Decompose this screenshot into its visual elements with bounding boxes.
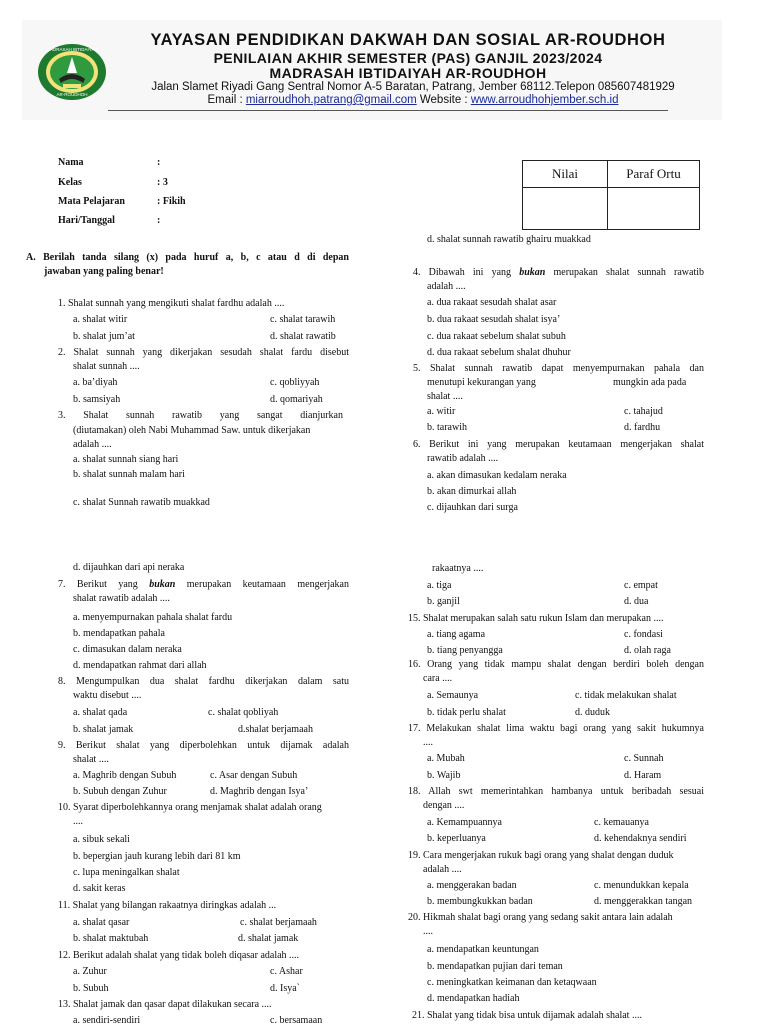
subject-label: Mata Pelajaran	[58, 196, 125, 207]
q8-option-d[interactable]: d.shalat berjamaah	[238, 724, 313, 735]
q8-option-a[interactable]: a. shalat qada	[73, 707, 128, 718]
svg-text:AR-ROUDHOH: AR-ROUDHOH	[56, 92, 88, 97]
q10-option-c[interactable]: c. lupa meningalkan shalat	[73, 867, 180, 878]
q18-option-c[interactable]: c. kemauanya	[594, 817, 649, 828]
q14-option-c[interactable]: c. empat	[624, 580, 658, 591]
q17-text: 17. Melakukan shalat lima waktu bagi orang yang sakit hukumnya	[408, 723, 704, 734]
q3-text: 3. Shalat sunnah rawatib yang sangat dianjurkan	[58, 410, 343, 421]
q15-option-d[interactable]: d. olah raga	[624, 645, 671, 656]
section-a-instruction-2: jawaban yang paling benar!	[44, 266, 164, 277]
q3-option-c[interactable]: c. shalat Sunnah rawatib muakkad	[73, 497, 210, 508]
q2-option-b[interactable]: b. samsiyah	[73, 394, 121, 405]
name-label: Nama	[58, 157, 84, 168]
q7-text-emphasis: bukan	[149, 579, 176, 590]
q17-text-2: ....	[423, 737, 433, 748]
website-label: Website :	[416, 94, 471, 106]
q12-text: 12. Berikut adalah shalat yang tidak boleh diqasar adalah ....	[58, 950, 300, 961]
q13-text: 13. Shalat jamak dan qasar dapat dilakukan secara ....	[58, 999, 272, 1010]
school-name: MADRASAH IBTIDAIYAH AR-ROUDHOH	[269, 65, 547, 81]
q16-option-d[interactable]: d. duduk	[575, 707, 610, 718]
class-field[interactable]: : 3	[157, 177, 168, 188]
svg-text:MADRASAH IBTIDAIYAH: MADRASAH IBTIDAIYAH	[46, 47, 98, 52]
q19-option-c[interactable]: c. menundukkan kepala	[594, 880, 689, 891]
q2-option-d[interactable]: d. qomariyah	[270, 394, 323, 405]
section-a-instruction: A. Berilah tanda silang (x) pada huruf a, b, c atau d di depan	[26, 252, 349, 263]
q19-option-b[interactable]: b. membungkukkan badan	[427, 896, 533, 907]
contact-line	[118, 94, 708, 106]
score-header: Nilai	[523, 161, 608, 188]
q5-text: 5. Shalat sunnah rawatib dapat menyempurnakan pahala dan	[413, 363, 704, 374]
q4-text	[413, 267, 704, 279]
q11-option-a[interactable]: a. shalat qasar	[73, 917, 130, 928]
q5-text-2b: mungkin ada pada	[613, 377, 687, 388]
q19-text: 19. Cara mengerjakan rukuk bagi orang yang shalat dengan duduk	[408, 850, 674, 861]
q17-option-d[interactable]: d. Haram	[624, 770, 662, 781]
q1-option-c[interactable]: c. shalat tarawih	[270, 314, 336, 325]
q11-option-d[interactable]: d. shalat jamak	[238, 933, 299, 944]
exam-title: PENILAIAN AKHIR SEMESTER (PAS) GANJIL 2023/2024	[213, 50, 603, 66]
score-table	[522, 160, 700, 230]
q2-text-2: shalat sunnah ....	[73, 361, 140, 372]
q4-text-post: merupakan shalat sunnah rawatib	[545, 267, 704, 278]
q6-option-c[interactable]: c. dijauhkan dari surga	[427, 502, 518, 513]
q15-option-a[interactable]: a. tiang agama	[427, 629, 486, 640]
q3-text-3: adalah ....	[73, 439, 112, 450]
school-address: Jalan Slamet Riyadi Gang Sentral Nomor A-5 Baratan, Patrang, Jember 68112.Telepon 085607481929	[151, 81, 675, 93]
date-label: Hari/Tanggal	[58, 215, 115, 226]
class-label: Kelas	[58, 177, 82, 188]
q1-text: 1. Shalat sunnah yang mengikuti shalat fardhu adalah ....	[58, 298, 285, 309]
q4-text-pre: 4. Dibawah ini yang	[413, 267, 520, 278]
q3-text-2: (diutamakan) oleh Nabi Muhammad Saw. untuk dikerjakan	[73, 425, 311, 436]
q4-option-d[interactable]: d. dua rakaat sebelum shalat dhuhur	[427, 347, 571, 358]
q14-option-b[interactable]: b. ganjil	[427, 596, 460, 607]
q20-text: 20. Hikmah shalat bagi orang yang sedang sakit antara lain adalah	[408, 912, 673, 923]
email-label: Email :	[207, 94, 246, 106]
q8-option-b[interactable]: b. shalat jamak	[73, 724, 134, 735]
q12-option-a[interactable]: a. Zuhur	[73, 966, 107, 977]
q19-option-d[interactable]: d. menggerakkan tangan	[594, 896, 693, 907]
q6-option-d[interactable]: d. dijauhkan dari api neraka	[73, 562, 185, 573]
website-link[interactable]: www.arroudhohjember.sch.id	[470, 94, 619, 106]
q4-text-2: adalah ....	[427, 281, 466, 292]
q16-text-2: cara ....	[423, 673, 453, 684]
q16-text: 16. Orang yang tidak mampu shalat dengan berdiri boleh dengan	[408, 659, 704, 670]
q5-option-d[interactable]: d. fardhu	[624, 422, 661, 433]
q6-text: 6. Berikut ini yang merupakan keutamaan mengerjakan shalat	[413, 439, 704, 450]
q17-option-b[interactable]: b. Wajib	[427, 770, 461, 781]
q11-text: 11. Shalat yang bilangan rakaatnya diringkas adalah ...	[58, 900, 277, 911]
q3-option-b[interactable]: b. shalat sunnah malam hari	[73, 469, 185, 480]
q7-text-pre: 7. Berikut yang	[58, 579, 150, 590]
q12-option-d[interactable]: d. Isya`	[270, 983, 300, 994]
q6-text-2: rawatib adalah ....	[427, 453, 499, 464]
q10-text-2: ....	[73, 816, 83, 827]
q18-option-b[interactable]: b. keperluanya	[427, 833, 486, 844]
q2-option-c[interactable]: c. qobliyyah	[270, 377, 320, 388]
q8-text-2: waktu disebut ....	[73, 690, 142, 701]
q8-text: 8. Mengumpulkan dua shalat fardhu dikerjakan dalam satu	[58, 676, 349, 687]
q7-option-b[interactable]: b. mendapatkan pahala	[73, 628, 165, 639]
q20-option-d[interactable]: d. mendapatkan hadiah	[427, 993, 520, 1004]
q2-text: 2. Shalat sunnah yang dikerjakan sesudah shalat fardu disebut	[58, 347, 349, 358]
q16-option-b[interactable]: b. tidak perlu shalat	[427, 707, 506, 718]
parent-sign-cell[interactable]	[608, 188, 700, 230]
q11-option-b[interactable]: b. shalat maktubah	[73, 933, 149, 944]
email-link[interactable]: miarroudhoh.patrang@gmail.com	[245, 94, 417, 106]
parent-sign-header: Paraf Ortu	[608, 161, 700, 188]
date-field[interactable]: :	[157, 215, 161, 226]
q18-option-d[interactable]: d. kehendaknya sendiri	[594, 833, 687, 844]
q17-option-a[interactable]: a. Mubah	[427, 753, 465, 764]
score-cell[interactable]	[523, 188, 608, 230]
q3-option-d[interactable]: d. shalat sunnah rawatib ghairu muakkad	[427, 234, 591, 245]
q20-option-b[interactable]: b. mendapatkan pujian dari teman	[427, 961, 563, 972]
q13-option-a[interactable]: a. sendiri-sendiri	[73, 1015, 141, 1026]
q9-option-b[interactable]: b. Subuh dengan Zuhur	[73, 786, 167, 797]
subject-field[interactable]: : Fikih	[157, 196, 186, 207]
school-logo-icon	[37, 43, 107, 101]
name-field[interactable]: :	[157, 157, 161, 168]
q14-option-a[interactable]: a. tiga	[427, 580, 452, 591]
header-divider	[108, 110, 668, 111]
q6-option-a[interactable]: a. akan dimasukan kedalam neraka	[427, 470, 567, 481]
q8-option-c[interactable]: c. shalat qobliyah	[208, 707, 279, 718]
q2-option-a[interactable]: a. ba’diyah	[73, 377, 118, 388]
q9-text-2: shalat ....	[73, 754, 109, 765]
q5-option-b[interactable]: b. tarawih	[427, 422, 467, 433]
q19-text-2: adalah ....	[423, 864, 462, 875]
q16-option-c[interactable]: c. tidak melakukan shalat	[575, 690, 677, 701]
q5-option-a[interactable]: a. witir	[427, 406, 456, 417]
q3-option-a[interactable]: a. shalat sunnah siang hari	[73, 454, 179, 465]
q20-option-a[interactable]: a. mendapatkan keuntungan	[427, 944, 539, 955]
q9-text: 9. Berikut shalat yang diperbolehkan untuk dijamak adalah	[58, 740, 349, 751]
q20-text-2: ....	[423, 926, 433, 937]
q4-option-c[interactable]: c. dua rakaat sebelum shalat subuh	[427, 331, 566, 342]
q14-option-d[interactable]: d. dua	[624, 596, 649, 607]
q5-option-c[interactable]: c. tahajud	[624, 406, 663, 417]
q1-option-a[interactable]: a. shalat witir	[73, 314, 128, 325]
q4-option-a[interactable]: a. dua rakaat sesudah shalat asar	[427, 297, 557, 308]
q11-option-c[interactable]: c. shalat berjamaah	[240, 917, 317, 928]
q7-text-2: shalat rawatib adalah ....	[73, 593, 170, 604]
q12-option-b[interactable]: b. Subuh	[73, 983, 109, 994]
q6-option-b[interactable]: b. akan dimurkai allah	[427, 486, 517, 497]
q7-text	[58, 579, 349, 591]
q7-option-d[interactable]: d. mendapatkan rahmat dari allah	[73, 660, 207, 671]
q1-option-d[interactable]: d. shalat rawatib	[270, 331, 336, 342]
q12-option-c[interactable]: c. Ashar	[270, 966, 303, 977]
q7-text-post: merupakan keutamaan mengerjakan	[175, 579, 350, 590]
q10-text: 10. Syarat diperbolehkannya orang menjamak shalat adalah orang	[58, 802, 322, 813]
q15-option-c[interactable]: c. fondasi	[624, 629, 663, 640]
q1-option-b[interactable]: b. shalat jum’at	[73, 331, 135, 342]
q10-option-b[interactable]: b. bepergian jauh kurang lebih dari 81 km	[73, 851, 241, 862]
q15-text: 15. Shalat merupakan salah satu rukun Islam dan merupakan ....	[408, 613, 664, 624]
q7-option-a[interactable]: a. menyempurnakan pahala shalat fardu	[73, 612, 233, 623]
q5-text-2a: menutupi kekurangan yang	[427, 377, 536, 388]
q21-text: 21. Shalat yang tidak bisa untuk dijamak adalah shalat ....	[412, 1010, 642, 1021]
q14-text-2: rakaatnya ....	[432, 563, 484, 574]
q15-option-b[interactable]: b. tiang penyangga	[427, 645, 503, 656]
foundation-name: YAYASAN PENDIDIKAN DAKWAH DAN SOSIAL AR-ROUDHOH	[150, 31, 666, 49]
q13-option-c[interactable]: c. bersamaan	[270, 1015, 323, 1026]
q20-option-c[interactable]: c. meningkatkan keimanan dan ketaqwaan	[427, 977, 597, 988]
q9-option-d[interactable]: d. Maghrib dengan Isya’	[210, 786, 309, 797]
q9-option-a[interactable]: a. Maghrib dengan Subuh	[73, 770, 177, 781]
q18-text-2: dengan ....	[423, 800, 465, 811]
q5-text-3: shalat ....	[427, 391, 463, 402]
q18-text: 18. Allah swt memerintahkan hambanya untuk beribadah sesuai	[408, 786, 704, 797]
q7-option-c[interactable]: c. dimasukan dalam neraka	[73, 644, 182, 655]
q4-text-emphasis: bukan	[519, 267, 546, 278]
q4-option-b[interactable]: b. dua rakaat sesudah shalat isya’	[427, 314, 561, 325]
q19-option-a[interactable]: a. menggerakan badan	[427, 880, 517, 891]
q9-option-c[interactable]: c. Asar dengan Subuh	[210, 770, 298, 781]
q10-option-a[interactable]: a. sibuk sekali	[73, 834, 130, 845]
q16-option-a[interactable]: a. Semaunya	[427, 690, 479, 701]
q18-option-a[interactable]: a. Kemampuannya	[427, 817, 502, 828]
q10-option-d[interactable]: d. sakit keras	[73, 883, 126, 894]
q17-option-c[interactable]: c. Sunnah	[624, 753, 664, 764]
